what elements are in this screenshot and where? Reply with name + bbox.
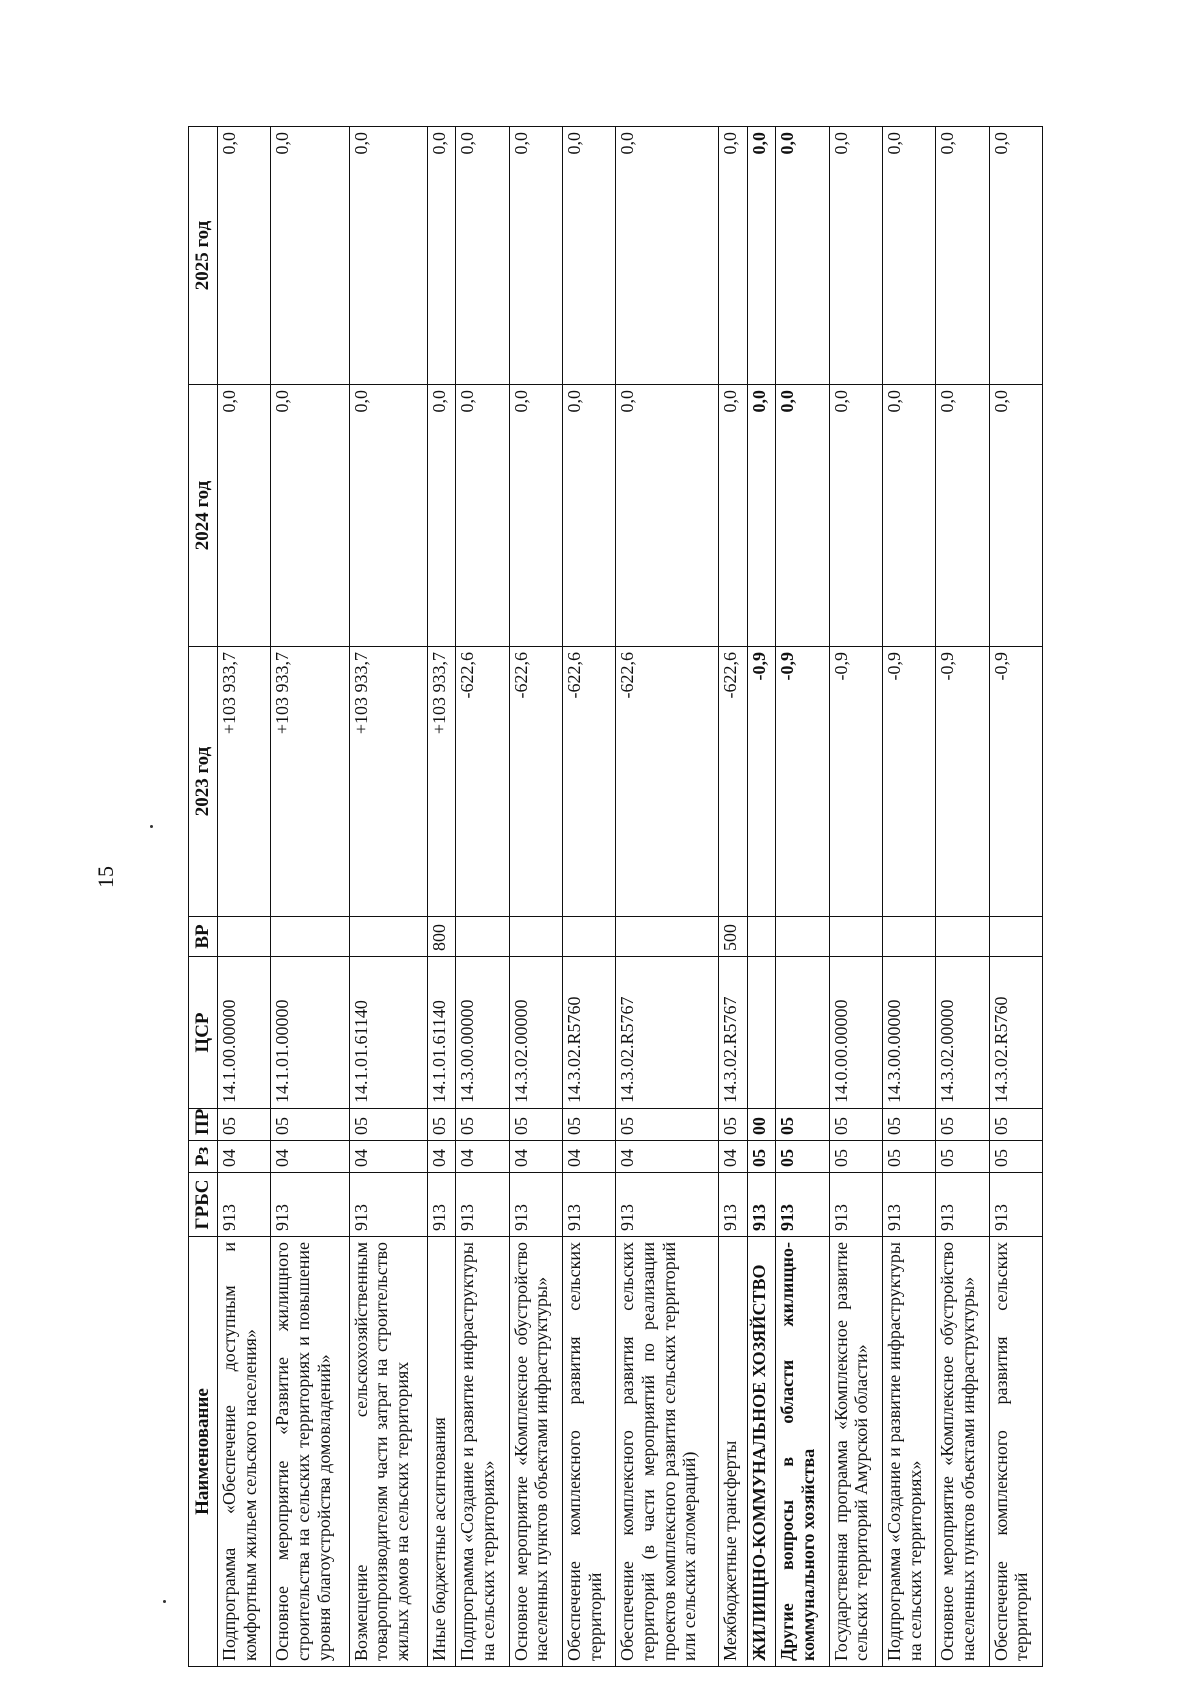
budget-table-container	[188, 127, 1043, 1667]
table-row	[882, 127, 935, 1667]
row-rz-cell: 04	[271, 1141, 349, 1173]
row-pr-cell: 05	[218, 1109, 271, 1141]
row-vr-cell	[218, 917, 271, 957]
row-2024-cell: 0,0	[509, 385, 562, 647]
row-vr-cell	[882, 917, 935, 957]
row-pr-cell: 05	[349, 1109, 427, 1141]
row-2023-cell: -622,6	[719, 647, 747, 917]
row-grbs-cell: 913	[882, 1173, 935, 1237]
row-grbs-cell: 913	[719, 1173, 747, 1237]
row-2024-cell: 0,0	[747, 385, 775, 647]
row-2023-cell: -0,9	[776, 647, 829, 917]
page-number: 15	[93, 866, 118, 888]
row-2025-cell: 0,0	[882, 127, 935, 385]
row-name-cell: Подпрограмма «Создание и развитие инфраструктуры на сельских территориях»	[882, 1237, 935, 1667]
header-name: Наименование	[189, 1237, 218, 1667]
row-2024-cell: 0,0	[936, 385, 989, 647]
scan-speck	[163, 1600, 166, 1603]
row-2023-cell: -0,9	[936, 647, 989, 917]
budget-table	[188, 126, 1043, 1667]
row-csr-cell	[776, 957, 829, 1109]
table-row	[776, 127, 829, 1667]
table-body	[218, 127, 1043, 1667]
row-vr-cell	[562, 917, 615, 957]
table-row	[719, 127, 747, 1667]
row-grbs-cell: 913	[989, 1173, 1043, 1237]
header-rz: Рз	[189, 1141, 218, 1173]
row-2025-cell: 0,0	[562, 127, 615, 385]
row-rz-cell: 05	[989, 1141, 1043, 1173]
row-rz-cell: 04	[349, 1141, 427, 1173]
row-2024-cell: 0,0	[456, 385, 509, 647]
row-grbs-cell: 913	[509, 1173, 562, 1237]
row-name-cell: Подпрограмма «Создание и развитие инфраструктуры на сельских территориях»	[456, 1237, 509, 1667]
row-pr-cell: 05	[989, 1109, 1043, 1141]
row-csr-cell: 14.3.00.00000	[456, 957, 509, 1109]
table-row	[349, 127, 427, 1667]
header-2025: 2025 год	[189, 127, 218, 385]
table-row	[271, 127, 349, 1667]
row-rz-cell: 04	[616, 1141, 719, 1173]
header-pr: ПР	[189, 1109, 218, 1141]
row-vr-cell: 800	[427, 917, 455, 957]
row-grbs-cell: 913	[218, 1173, 271, 1237]
row-grbs-cell: 913	[562, 1173, 615, 1237]
row-vr-cell	[936, 917, 989, 957]
row-csr-cell: 14.1.01.61140	[349, 957, 427, 1109]
row-2023-cell: +103 933,7	[218, 647, 271, 917]
row-2023-cell: -622,6	[509, 647, 562, 917]
row-2023-cell: -622,6	[616, 647, 719, 917]
row-2025-cell: 0,0	[989, 127, 1043, 385]
row-pr-cell: 05	[271, 1109, 349, 1141]
row-csr-cell: 14.1.01.00000	[271, 957, 349, 1109]
header-csr: ЦСР	[189, 957, 218, 1109]
row-2024-cell: 0,0	[427, 385, 455, 647]
table-row	[989, 127, 1043, 1667]
row-2023-cell: -0,9	[882, 647, 935, 917]
table-row	[427, 127, 455, 1667]
row-vr-cell	[616, 917, 719, 957]
row-2024-cell: 0,0	[562, 385, 615, 647]
row-vr-cell	[271, 917, 349, 957]
row-name-cell: ЖИЛИЩНО-КОММУНАЛЬНОЕ ХОЗЯЙСТВО	[747, 1237, 775, 1667]
row-2025-cell: 0,0	[719, 127, 747, 385]
row-2023-cell: -0,9	[829, 647, 882, 917]
row-2023-cell: -0,9	[747, 647, 775, 917]
row-2024-cell: 0,0	[776, 385, 829, 647]
row-name-cell: Подпрограмма «Обеспечение доступным и комфортным жильем сельского населения»	[218, 1237, 271, 1667]
row-name-cell: Основное мероприятие «Комплексное обустройство населенных пунктов объектами инфраструктуры»	[936, 1237, 989, 1667]
row-rz-cell: 04	[427, 1141, 455, 1173]
row-vr-cell	[349, 917, 427, 957]
row-2025-cell: 0,0	[776, 127, 829, 385]
scan-speck	[150, 825, 153, 828]
table-row	[829, 127, 882, 1667]
row-vr-cell	[776, 917, 829, 957]
row-2023-cell: -622,6	[456, 647, 509, 917]
row-name-cell: Государственная программа «Комплексное развитие сельских территорий Амурской области»	[829, 1237, 882, 1667]
row-2024-cell: 0,0	[829, 385, 882, 647]
row-vr-cell: 500	[719, 917, 747, 957]
table-header-row	[189, 127, 218, 1667]
header-vr: ВР	[189, 917, 218, 957]
row-2024-cell: 0,0	[616, 385, 719, 647]
row-pr-cell: 05	[509, 1109, 562, 1141]
row-2025-cell: 0,0	[349, 127, 427, 385]
row-pr-cell: 05	[456, 1109, 509, 1141]
row-2024-cell: 0,0	[349, 385, 427, 647]
row-rz-cell: 05	[882, 1141, 935, 1173]
row-csr-cell: 14.0.00.00000	[829, 957, 882, 1109]
row-grbs-cell: 913	[776, 1173, 829, 1237]
row-2023-cell: +103 933,7	[427, 647, 455, 917]
row-grbs-cell: 913	[349, 1173, 427, 1237]
row-csr-cell: 14.1.01.61140	[427, 957, 455, 1109]
row-rz-cell: 05	[936, 1141, 989, 1173]
row-vr-cell	[747, 917, 775, 957]
row-pr-cell: 00	[747, 1109, 775, 1141]
row-rz-cell: 05	[829, 1141, 882, 1173]
row-csr-cell: 14.1.00.00000	[218, 957, 271, 1109]
row-2025-cell: 0,0	[747, 127, 775, 385]
row-grbs-cell: 913	[936, 1173, 989, 1237]
row-2024-cell: 0,0	[882, 385, 935, 647]
row-vr-cell	[456, 917, 509, 957]
row-pr-cell: 05	[936, 1109, 989, 1141]
header-grbs: ГРБС	[189, 1173, 218, 1237]
row-2025-cell: 0,0	[829, 127, 882, 385]
row-2023-cell: +103 933,7	[349, 647, 427, 917]
row-csr-cell: 14.3.02.R5767	[719, 957, 747, 1109]
row-name-cell: Основное мероприятие «Комплексное обустройство населенных пунктов объектами инфраструктуры»	[509, 1237, 562, 1667]
header-2024: 2024 год	[189, 385, 218, 647]
row-csr-cell: 14.3.00.00000	[882, 957, 935, 1109]
row-name-cell: Иные бюджетные ассигнования	[427, 1237, 455, 1667]
row-2024-cell: 0,0	[989, 385, 1043, 647]
table-row	[456, 127, 509, 1667]
row-pr-cell: 05	[776, 1109, 829, 1141]
row-rz-cell: 04	[562, 1141, 615, 1173]
row-2025-cell: 0,0	[427, 127, 455, 385]
row-rz-cell: 05	[776, 1141, 829, 1173]
row-name-cell: Основное мероприятие «Развитие жилищного строительства на сельских территориях и повышение уровня благоустройства домовладений»	[271, 1237, 349, 1667]
row-pr-cell: 05	[562, 1109, 615, 1141]
row-2025-cell: 0,0	[616, 127, 719, 385]
row-2023-cell: -0,9	[989, 647, 1043, 917]
row-csr-cell: 14.3.02.00000	[509, 957, 562, 1109]
header-2023: 2023 год	[189, 647, 218, 917]
row-name-cell: Другие вопросы в области жилищно-коммунального хозяйства	[776, 1237, 829, 1667]
row-name-cell: Обеспечение комплексного развития сельских территорий (в части мероприятий по реализации проектов комплексного развития сельских территорий или сельских агломераций)	[616, 1237, 719, 1667]
table-row	[218, 127, 271, 1667]
row-pr-cell: 05	[427, 1109, 455, 1141]
row-rz-cell: 04	[456, 1141, 509, 1173]
row-csr-cell: 14.3.02.R5760	[989, 957, 1043, 1109]
row-rz-cell: 04	[509, 1141, 562, 1173]
row-rz-cell: 04	[719, 1141, 747, 1173]
row-2025-cell: 0,0	[456, 127, 509, 385]
table-row	[562, 127, 615, 1667]
row-rz-cell: 05	[747, 1141, 775, 1173]
row-2025-cell: 0,0	[271, 127, 349, 385]
row-2024-cell: 0,0	[271, 385, 349, 647]
row-grbs-cell: 913	[616, 1173, 719, 1237]
row-grbs-cell: 913	[747, 1173, 775, 1237]
row-2023-cell: +103 933,7	[271, 647, 349, 917]
row-name-cell: Возмещение сельскохозяйственным товаропроизводителям части затрат на строительство жилых домов на сельских территориях	[349, 1237, 427, 1667]
row-vr-cell	[829, 917, 882, 957]
row-pr-cell: 05	[616, 1109, 719, 1141]
row-2024-cell: 0,0	[719, 385, 747, 647]
table-row	[509, 127, 562, 1667]
row-csr-cell: 14.3.02.00000	[936, 957, 989, 1109]
table-row	[747, 127, 775, 1667]
row-csr-cell	[747, 957, 775, 1109]
table-row	[936, 127, 989, 1667]
row-name-cell: Обеспечение комплексного развития сельских территорий	[989, 1237, 1043, 1667]
row-2025-cell: 0,0	[509, 127, 562, 385]
row-vr-cell	[509, 917, 562, 957]
row-2025-cell: 0,0	[936, 127, 989, 385]
row-2024-cell: 0,0	[218, 385, 271, 647]
row-grbs-cell: 913	[427, 1173, 455, 1237]
row-pr-cell: 05	[829, 1109, 882, 1141]
row-grbs-cell: 913	[456, 1173, 509, 1237]
row-grbs-cell: 913	[829, 1173, 882, 1237]
row-grbs-cell: 913	[271, 1173, 349, 1237]
row-csr-cell: 14.3.02.R5767	[616, 957, 719, 1109]
row-pr-cell: 05	[719, 1109, 747, 1141]
row-vr-cell	[989, 917, 1043, 957]
table-row	[616, 127, 719, 1667]
row-name-cell: Межбюджетные трансферты	[719, 1237, 747, 1667]
row-name-cell: Обеспечение комплексного развития сельских территорий	[562, 1237, 615, 1667]
row-rz-cell: 04	[218, 1141, 271, 1173]
row-pr-cell: 05	[882, 1109, 935, 1141]
row-csr-cell: 14.3.02.R5760	[562, 957, 615, 1109]
row-2023-cell: -622,6	[562, 647, 615, 917]
row-2025-cell: 0,0	[218, 127, 271, 385]
